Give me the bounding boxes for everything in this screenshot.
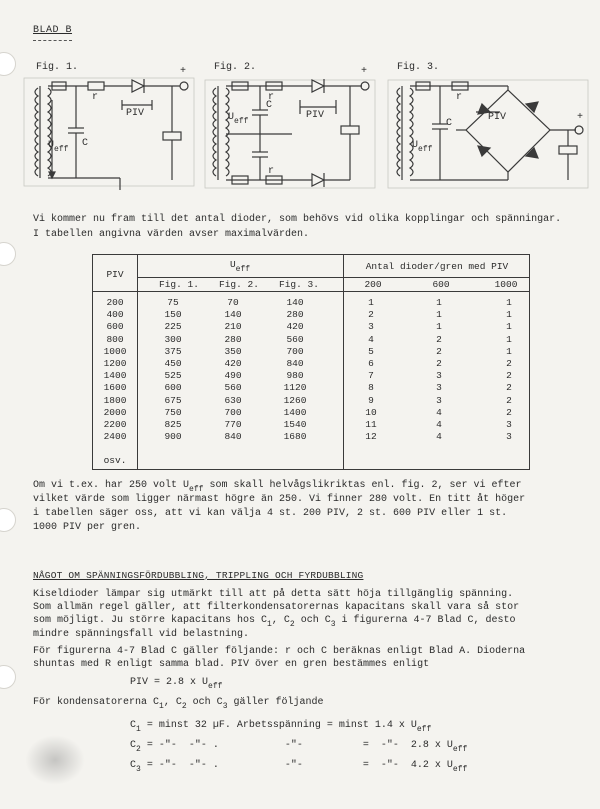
col-fig2: 70 140 210 280 350 420 490 560 630 700 770 840 [224, 297, 242, 443]
row-osv: osv. [103, 455, 127, 466]
th-200: 200 [364, 279, 382, 290]
punch-hole-2 [0, 242, 16, 266]
explain-line-4: 1000 PIV per gren. [33, 522, 142, 533]
punch-hole-3 [0, 508, 16, 532]
explain-line-3: i tabellen säger oss, att vi kan välja 4 st. 200 PIV, 2 st. 600 PIV eller 1 st. [33, 508, 508, 519]
th-600: 600 [432, 279, 450, 290]
col-fig3: 140 280 420 560 700 840 980 1120 1260 1400 1540 1680 [283, 297, 307, 443]
fig2-label: Fig. 2. [214, 62, 257, 73]
th-fig1: Fig. 1. [159, 279, 199, 290]
col-d200: 1 2 3 4 5 6 7 8 9 10 11 12 [365, 297, 377, 443]
punch-hole-bottom [0, 665, 16, 689]
intro-line-2: I tabellen angivna värden avser maximalvärden. [33, 229, 310, 240]
cap-row-1: $C_1$ = minst 32 µF. Arbetsspänning = minst 1.4 x $U_{eff}$ [130, 720, 432, 734]
fig2-ueff-label: $U_{eff}$ [228, 112, 249, 126]
fig2-r-bottom-label: r [268, 166, 275, 177]
col-d600: 1 1 1 2 2 2 3 3 3 4 4 4 [436, 297, 442, 443]
fig2-piv-label: PIV [306, 110, 325, 121]
fig1-c-label: C [82, 138, 89, 149]
section-p1-line-3: som möjligt. Ju större kapacitans hos $C_1$, $C_2$ och $C_3$ i figurerna 4-7 Blad C, desto [33, 615, 516, 629]
fig3-piv-label: PIV [488, 112, 507, 123]
fig1-r-label: r [92, 92, 99, 103]
cap-row-3: $C_3$ = -"- -"- . -"- = -"- 4.2 x $U_{eff}$ [130, 760, 468, 774]
th-diodes: Antal dioder/gren med PIV [365, 261, 509, 272]
fig3-ueff-label: $U_{eff}$ [412, 140, 433, 154]
circuit-figures [0, 0, 600, 200]
fig1-circuit [24, 78, 194, 190]
fig3-label: Fig. 3. [397, 62, 440, 73]
section-p2-line-2: shuntas med R enligt samma blad. PIV över en gren bestämmes enligt [33, 659, 430, 670]
fig3-plus: + [577, 112, 584, 123]
fig2-r-top-label: r [268, 92, 275, 103]
cap-row-2: $C_2$ = -"- -"- . -"- = -"- 2.8 x $U_{eff}$ [130, 740, 468, 754]
scan-smudge [25, 735, 85, 785]
fig2-c-label: C [266, 100, 273, 111]
piv-formula: PIV = 2.8 x $U_{eff}$ [130, 677, 223, 691]
fig1-plus: + [180, 66, 187, 77]
fig3-c-label: C [446, 118, 453, 129]
section-title: NÅGOT OM SPÄNNINGSFÖRDUBBLING, TRIPPLING OCH FYRDUBBLING [33, 570, 364, 581]
fig1-piv-label: PIV [126, 108, 145, 119]
th-fig2: Fig. 2. [219, 279, 259, 290]
capacitor-intro: För kondensatorerna $C_1$, $C_2$ och $C_3$ gäller följande [33, 697, 324, 711]
section-p1-line-2: Som allmän regel gäller, att filterkondensatorernas kapacitans skall vara så stor [33, 602, 520, 613]
th-ueff: $U_{eff}$ [229, 259, 251, 274]
explain-line-2: vilket värde som ligger närmast högre än 250. Vi finner 280 volt. En titt åt höger [33, 494, 526, 505]
explain-line-1: Om vi t.ex. har 250 volt $U_{eff}$ som skall helvågslikriktas enl. fig. 2, ser vi efter [33, 480, 522, 494]
col-fig1: 75 150 225 300 375 450 525 600 675 750 825 900 [164, 297, 182, 443]
diode-table [92, 254, 530, 470]
th-fig3: Fig. 3. [279, 279, 319, 290]
th-piv: PIV [106, 269, 124, 280]
intro-line-1: Vi kommer nu fram till det antal dioder, som behövs vid olika kopplingar och spänningar. [33, 214, 562, 225]
fig1-ueff-label: $U_{eff}$ [48, 140, 69, 154]
fig3-r-label: r [456, 92, 463, 103]
th-1000: 1000 [494, 279, 518, 290]
fig1-label: Fig. 1. [36, 62, 79, 73]
fig2-plus: + [361, 66, 368, 77]
fig2-circuit [205, 79, 375, 188]
col-d1000: 1 1 1 1 1 2 2 2 2 2 3 3 [506, 297, 512, 443]
fig3-circuit [388, 80, 588, 188]
section-p1-line-1: Kiseldioder lämpar sig utmärkt till att på detta sätt höja tillgänglig spänning. [33, 589, 514, 600]
sheet-label: BLAD B [33, 25, 73, 36]
col-piv: 200 400 600 800 1000 1200 1400 1600 1800 2000 2200 2400 [103, 297, 127, 443]
section-p1-line-4: mindre spänningsfall vid belastning. [33, 629, 250, 640]
section-p2-line-1: För figurerna 4-7 Blad C gäller följande: r och C beräknas enligt Blad A. Dioderna [33, 646, 526, 657]
